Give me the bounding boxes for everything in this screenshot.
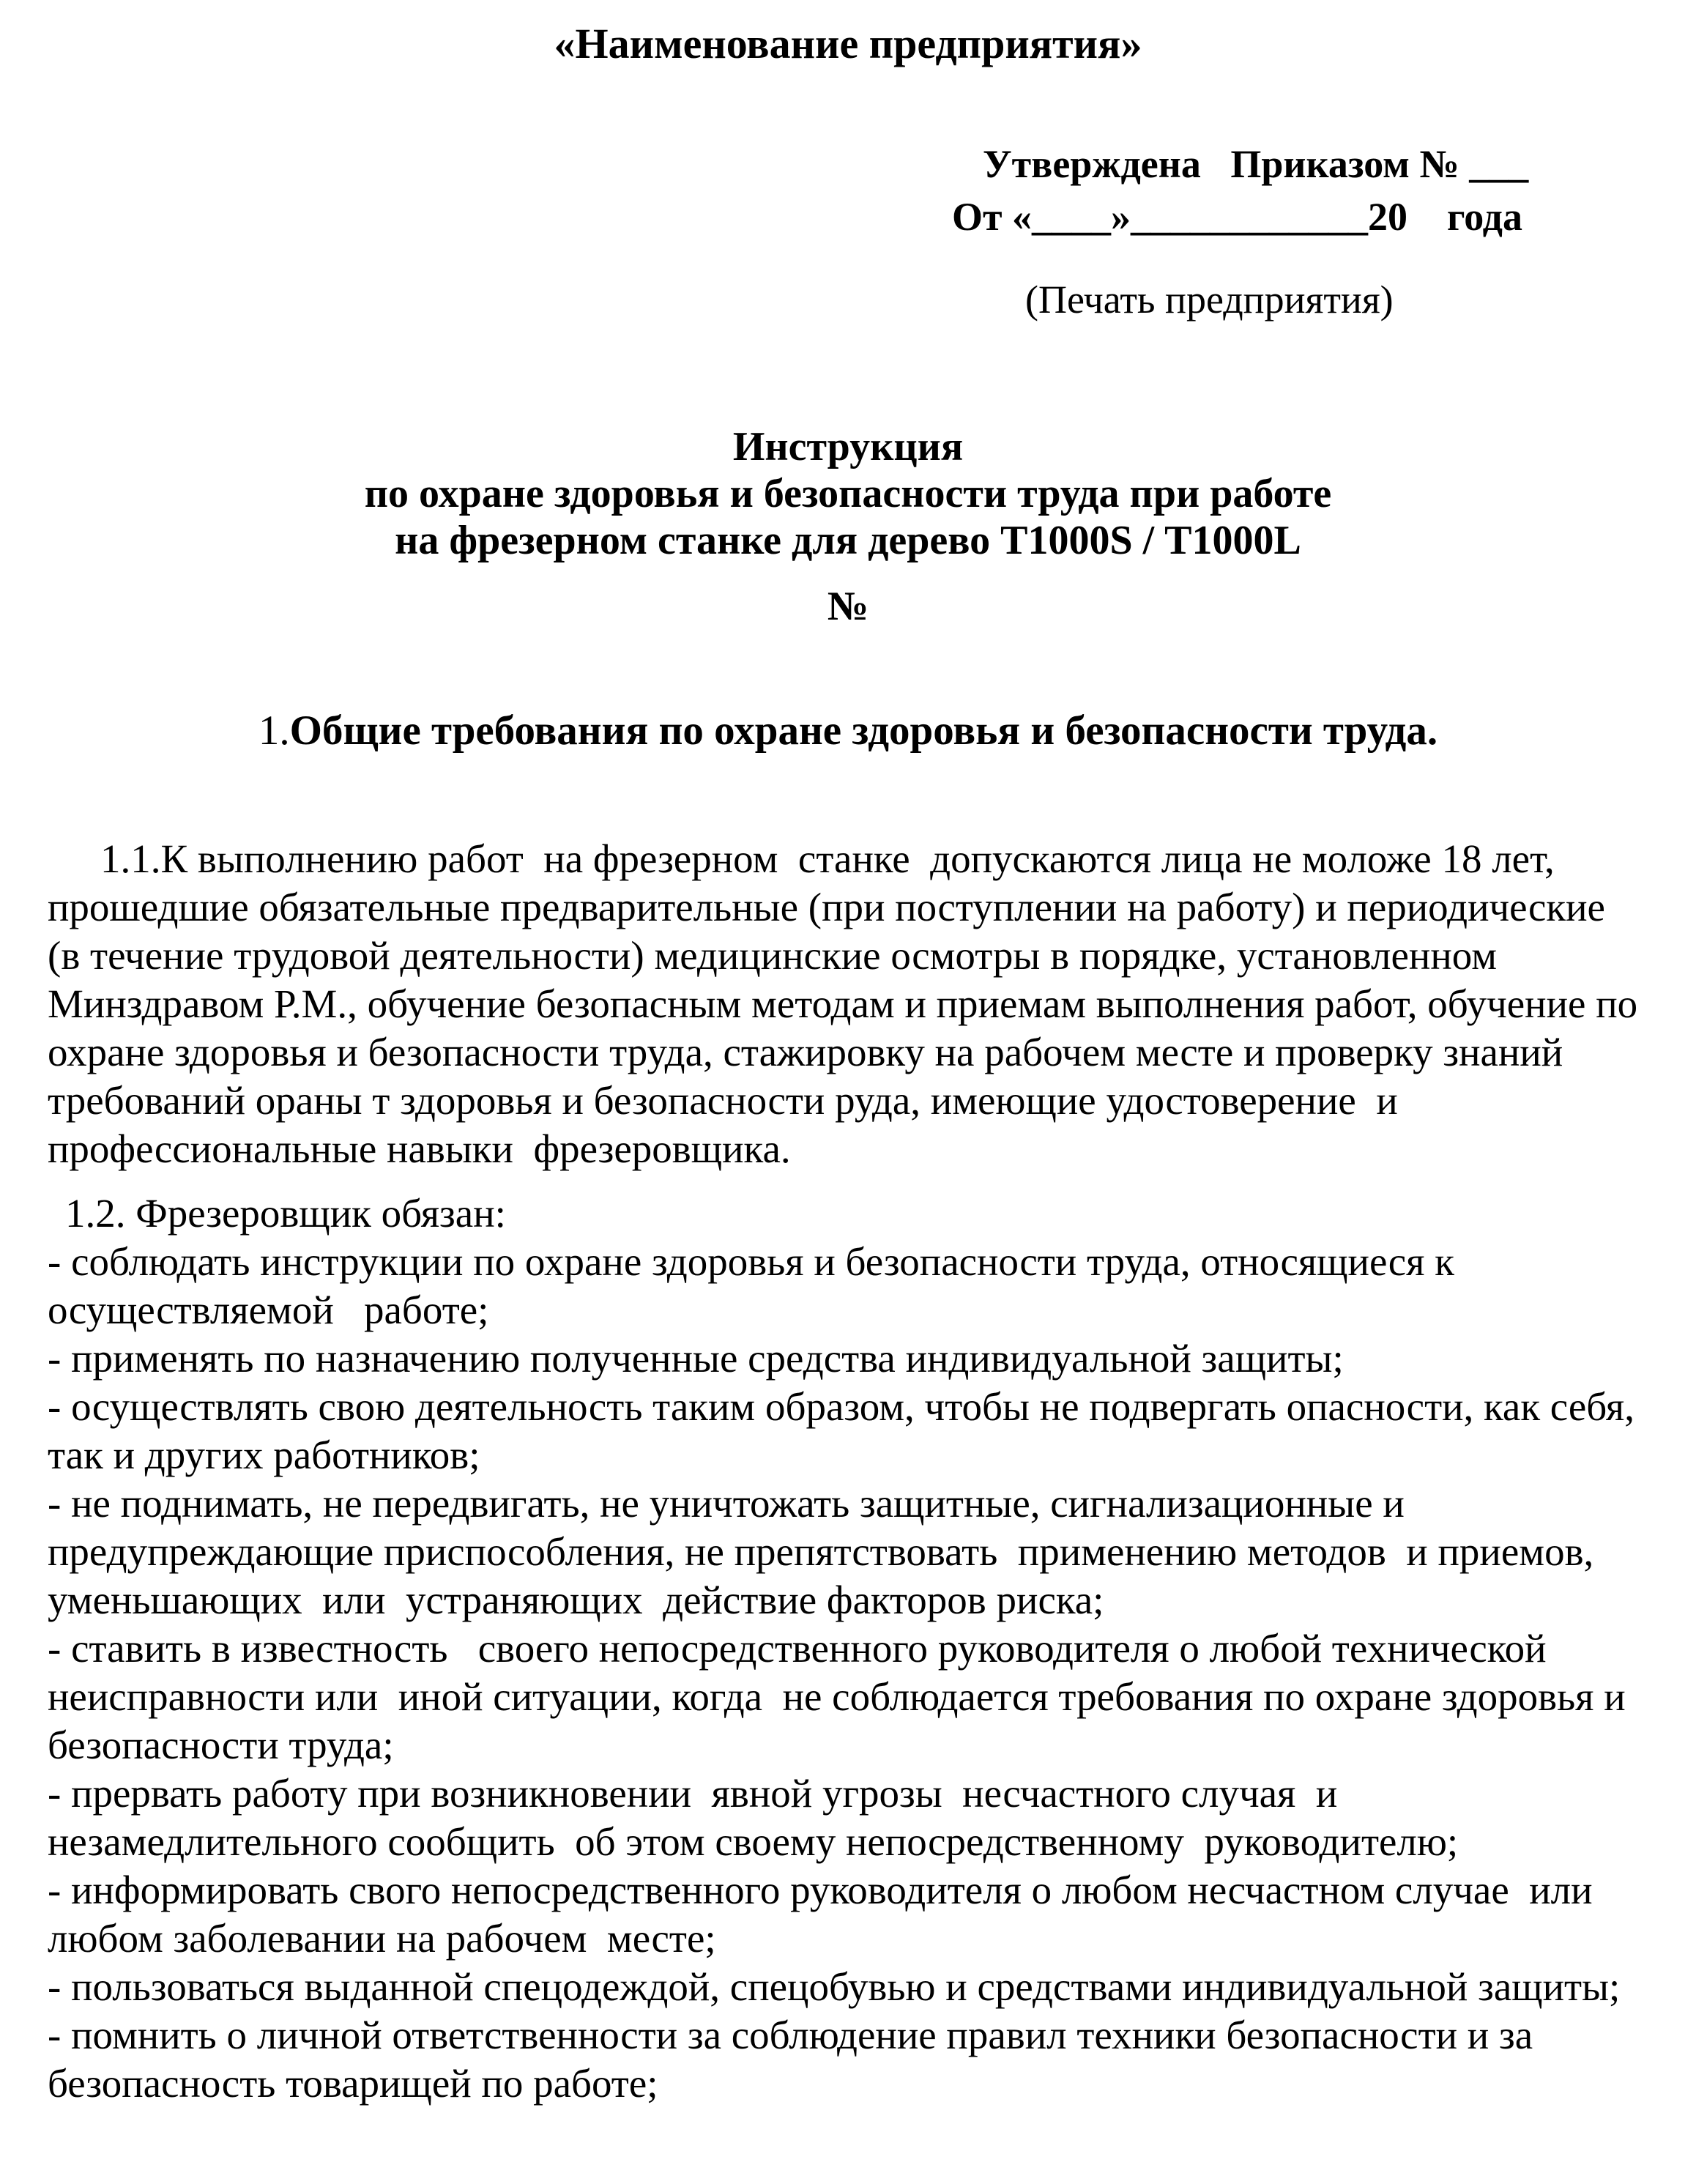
approval-order-line: Утверждена Приказом № ___ [983,142,1529,186]
obligation-item: - пользоваться выданной спецодеждой, спецобувью и средствами индивидуальной защиты; [48,1964,1621,2009]
document-body [48,835,1648,2108]
section-1-number: 1. [258,707,290,754]
instruction-title-line-3: на фрезерном станке для дерево Т1000S / Т1000L [395,518,1301,563]
section-1-title: Общие требования по охране здоровья и безопасности труда. [289,707,1438,754]
obligation-item: - информировать свого непосредственного руководителя о любом несчастном случае или любом заболевании на рабочем месте; [48,1868,1603,1961]
obligation-item: - осуществлять свою деятельность таким образом, чтобы не подвергать опасности, как себя, так и других работников; [48,1384,1645,1477]
section-1-heading [48,706,1648,756]
obligation-item: - соблюдать инструкции по охране здоровья и безопасности труда, относящиеся к осуществляемой работе; [48,1239,1465,1332]
obligation-item: - помнить о личной ответственности за соблюдение правил техники безопасности и за безопасность товарищей по работе; [48,2013,1543,2106]
obligation-item: - применять по назначению полученные средства индивидуальной защиты; [48,1336,1344,1381]
instruction-title-line-1: Инструкция [732,424,964,469]
obligation-item: - ставить в известность своего непосредственного руководителя о любой технической неисправности или иной ситуации, когда не соблюдается требования по охране здоровья и безопасности труда; [48,1626,1636,1767]
obligation-item: - прервать работу при возникновении явной угрозы несчастного случая и незамедлительного сообщить об этом своему непосредственному руководителю; [48,1771,1459,1864]
instruction-title-line-2: по охране здоровья и безопасности труда при работе [364,471,1332,516]
approval-block [952,138,1648,324]
stamp-note: (Печать предприятия) [1025,278,1394,322]
obligation-item: - не поднимать, не передвигать, не уничтожать защитные, сигнализационные и предупреждающие приспособления, не препятствовать применению методов и приемов, уменьшающих или устраняющих действие факторов риска; [48,1481,1604,1622]
clause-1-1: 1.1.К выполнению работ на фрезерном станке допускаются лица не моложе 18 лет, прошедшие обязательные предварительные (при поступлении на работу) и периодические (в течение трудовой деятельности) медицинские осмотры в порядке, установленном Минздравом Р.М., обучение безопасным методам и приемам выполнения работ, обучение по охране здоровья и безопасности труда, стажировку на рабочем месте и проверку знаний требований ораны т здоровья и безопасности руда, имеющие удостоверение и профессиональные навыки фрезеровщика. [48,836,1648,1171]
instruction-title [48,423,1648,564]
approval-date-line: От «____»____________20 года [952,195,1522,239]
clause-1-2-intro: 1.2. Фрезеровщик обязан: [65,1191,506,1236]
instruction-number-label: № [827,584,869,629]
company-title: «Наименование предприятия» [554,20,1142,67]
